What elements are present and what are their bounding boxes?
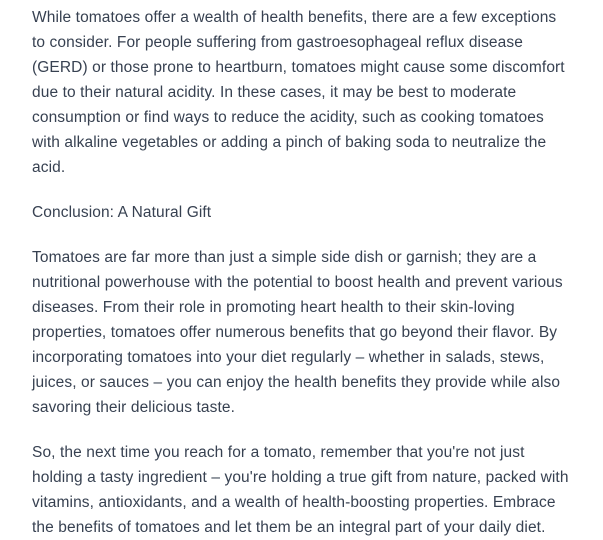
paragraph-conclusion-body: Tomatoes are far more than just a simple side dish or garnish; they are a nutritional powerhouse with the potential to boost health and prevent various diseases. From their role in promoting heart health to their skin-loving properties, tomatoes offer numerous benefits that go beyond their flavor. By incorporating tomatoes into your diet regularly – whether in salads, stews, juices, or sauces – you can enjoy the health benefits they provide while also savoring their delicious taste. bbox=[32, 249, 563, 416]
paragraph-exceptions: While tomatoes offer a wealth of health benefits, there are a few exceptions to consider. For people suffering from gastroesophageal reflux disease (GERD) or those prone to heartburn, tomatoes might cause some discomfort due to their natural acidity. In these cases, it may be best to moderate consumption or find ways to reduce the acidity, such as cooking tomatoes with alkaline vegetables or adding a pinch of baking soda to neutralize the acid. bbox=[32, 9, 565, 176]
paragraph-closing: So, the next time you reach for a tomato, remember that you're not just holding a tasty ingredient – you're holding a true gift from nature, packed with vitamins, antioxidants, and a wealth of health-boosting properties. Embrace the benefits of tomatoes and let them be an integral part of your daily diet. bbox=[32, 444, 569, 536]
conclusion-heading: Conclusion: A Natural Gift bbox=[32, 204, 212, 221]
